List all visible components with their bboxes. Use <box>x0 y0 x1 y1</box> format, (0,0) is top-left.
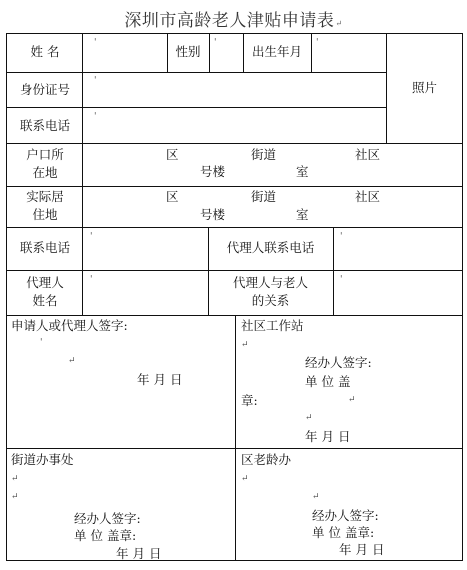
row-divider <box>6 143 463 144</box>
building-label: 号楼 <box>200 207 226 222</box>
tick-mark-icon: ' <box>94 38 97 48</box>
room-label: 室 <box>296 207 309 222</box>
return-mark-icon: ↵ <box>312 492 320 502</box>
district-label: 区 <box>166 147 179 162</box>
street-office-handler-label: 经办人签字: <box>74 511 141 526</box>
return-mark-icon: ↵ <box>335 19 343 28</box>
tick-mark-icon: ' <box>214 38 217 48</box>
tick-mark-icon: ' <box>40 338 43 348</box>
elderly-office-handler-label: 经办人签字: <box>312 508 379 523</box>
return-mark-icon: ↵ <box>348 395 356 405</box>
tick-mark-icon: ' <box>90 232 93 242</box>
row-divider <box>6 107 386 108</box>
room-label: 室 <box>296 164 309 179</box>
agent-phone-label: 代理人联系电话 <box>226 240 315 255</box>
elderly-office-seal-label: 单 位 盖章: <box>312 525 375 540</box>
tick-mark-icon: ' <box>94 112 97 122</box>
column-divider <box>209 33 210 72</box>
community-label: 社区 <box>355 189 381 204</box>
district-label: 区 <box>166 189 179 204</box>
street-label: 街道 <box>251 189 277 204</box>
return-mark-icon: ↵ <box>11 474 19 484</box>
tick-mark-icon: ' <box>90 275 93 285</box>
return-mark-icon: ↵ <box>241 474 249 484</box>
street-label: 街道 <box>251 147 277 162</box>
id-number-label: 身份证号 <box>19 82 70 97</box>
street-office-label: 街道办事处 <box>11 452 74 467</box>
community-date: 年 月 日 <box>305 429 351 444</box>
hukou-label-line1: 户口所 <box>26 147 64 162</box>
community-station-label: 社区工作站 <box>241 318 304 333</box>
street-office-date: 年 月 日 <box>116 546 162 561</box>
elderly-office-date: 年 月 日 <box>339 542 385 557</box>
community-label: 社区 <box>355 147 381 162</box>
row-divider <box>6 72 386 73</box>
building-label: 号楼 <box>200 164 226 179</box>
return-mark-icon: ↵ <box>11 492 19 502</box>
street-office-seal-label: 单 位 盖章: <box>74 528 137 543</box>
contact-phone-label: 联系电话 <box>19 240 70 255</box>
form-title <box>0 6 467 31</box>
column-divider <box>82 33 83 315</box>
form-title-text: 深圳市高龄老人津贴申请表 <box>124 11 335 31</box>
community-handler-label: 经办人签字: <box>305 355 372 370</box>
birth-label: 出生年月 <box>251 44 302 59</box>
gender-label: 性别 <box>175 44 201 59</box>
photo-label: 照片 <box>411 80 437 95</box>
relation-label-line1: 代理人与老人 <box>232 275 308 290</box>
tick-mark-icon: ' <box>340 275 343 285</box>
tick-mark-icon: ' <box>316 38 319 48</box>
column-divider <box>333 227 334 315</box>
row-divider <box>6 186 463 187</box>
applicant-date: 年 月 日 <box>137 372 183 387</box>
residence-label-line2: 住地 <box>32 207 58 222</box>
row-divider <box>6 227 463 228</box>
relation-label-line2: 的关系 <box>251 293 290 308</box>
return-mark-icon: ↵ <box>241 340 249 350</box>
agent-name-label-line1: 代理人 <box>26 275 64 290</box>
community-seal-label-cont: 章: <box>241 393 258 408</box>
tick-mark-icon: ' <box>340 232 343 242</box>
elderly-office-label: 区老龄办 <box>241 452 292 467</box>
community-seal-label: 单 位 盖 <box>305 374 351 389</box>
row-divider <box>6 270 463 271</box>
hukou-label-line2: 在地 <box>32 165 58 180</box>
phone-label: 联系电话 <box>19 118 70 133</box>
residence-label-line1: 实际居 <box>26 189 64 204</box>
name-label: 姓 名 <box>30 44 60 59</box>
column-divider <box>235 315 236 561</box>
agent-name-label-line2: 姓名 <box>32 293 58 308</box>
column-divider <box>311 33 312 72</box>
return-mark-icon: ↵ <box>305 413 313 423</box>
applicant-signature-label: 申请人或代理人签字: <box>11 318 128 333</box>
return-mark-icon: ↵ <box>68 356 76 366</box>
tick-mark-icon: ' <box>94 76 97 86</box>
